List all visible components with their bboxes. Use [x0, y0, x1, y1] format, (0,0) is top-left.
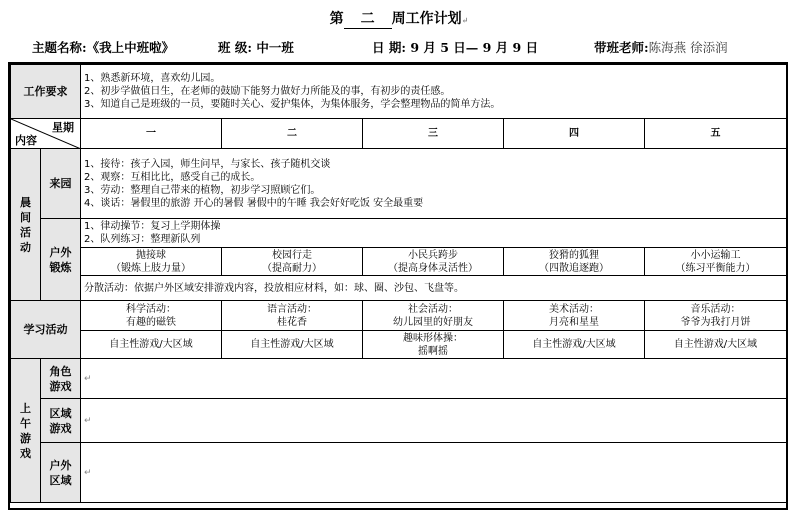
page-title: [0, 8, 798, 29]
outdoor-game-wednesday[interactable]: 小民兵跨步 （提高身体灵活性）: [363, 248, 504, 276]
outdoor-game-thursday[interactable]: 狡猾的狐狸 （四散追逐跑）: [504, 248, 645, 276]
learning-activity-label: 学习活动: [11, 301, 81, 359]
learning-game-monday[interactable]: 自主性游戏/大区域: [81, 331, 222, 359]
theme-value[interactable]: 《我上中班啦》: [86, 40, 175, 55]
paragraph-mark-icon: ↵: [84, 415, 92, 426]
learning-wednesday[interactable]: 社会活动： 幼儿园里的好朋友: [363, 301, 504, 331]
outdoor-exercise-label: 户外锻炼: [41, 219, 81, 301]
class-value[interactable]: 中一班: [256, 40, 294, 55]
arrival-label: 来园: [41, 149, 81, 219]
title-suffix: 周工作计划: [391, 11, 462, 27]
scatter-activity-content[interactable]: 分散活动：依据户外区域安排游戏内容，投放相应材料，如：球、圈、沙包、飞盘等。: [81, 276, 787, 301]
learning-game-friday[interactable]: 自主性游戏/大区域: [645, 331, 787, 359]
learning-friday[interactable]: 音乐活动： 爷爷为我打月饼: [645, 301, 787, 331]
role-play-row: [11, 359, 787, 399]
paragraph-mark-icon: ↵: [461, 15, 469, 25]
theme-label: 主题名称:: [32, 40, 87, 55]
learning-activity-row: [11, 301, 787, 331]
title-week-number[interactable]: 二: [344, 8, 392, 29]
arrival-item: 2、观察：互相比比，感受自己的成长。: [84, 171, 261, 183]
date-value[interactable]: 9 月 5 日— 9 月 9 日: [410, 40, 539, 55]
area-game-content[interactable]: [81, 399, 787, 443]
learning-monday[interactable]: 科学活动： 有趣的磁铁: [81, 301, 222, 331]
teacher-field: [594, 38, 728, 56]
weekday-header-row: [11, 119, 787, 149]
weekly-plan-table: [10, 64, 787, 503]
scatter-activity-row: [11, 276, 787, 301]
morning-activity-label: 晨间活动: [11, 149, 41, 301]
work-requirements-content[interactable]: [81, 65, 787, 119]
paragraph-mark-icon: ↵: [84, 467, 92, 478]
requirement-item: 3、知道自己是班级的一员，要随时关心、爱护集体，为集体服务，学会整理物品的简单方法。: [84, 99, 501, 110]
class-field: [218, 38, 294, 56]
day-thursday: 四: [504, 119, 645, 149]
requirement-item: 2、初步学做值日生，在老师的鼓励下能努力做好力所能及的事，有初步的责任感。: [84, 86, 451, 97]
outdoor-game-monday[interactable]: 抛接球 （锻炼上肢力量）: [81, 248, 222, 276]
day-monday: 一: [81, 119, 222, 149]
weekday-label: 星期: [52, 121, 74, 134]
theme-field: [32, 38, 174, 56]
paragraph-mark-icon: ↵: [84, 373, 92, 384]
day-friday: 五: [645, 119, 787, 149]
outdoor-area-content[interactable]: [81, 443, 787, 503]
learning-game-thursday[interactable]: 自主性游戏/大区域: [504, 331, 645, 359]
weekday-content-corner: [11, 119, 81, 149]
arrival-row: [11, 149, 787, 219]
learning-game-wednesday[interactable]: 趣味形体操： 摇啊摇: [363, 331, 504, 359]
arrival-item: 3、劳动：整理自己带来的植物，初步学习照顾它们。: [84, 184, 321, 196]
teacher-value[interactable]: 陈海燕 徐添润: [648, 40, 728, 55]
learning-game-tuesday[interactable]: 自主性游戏/大区域: [222, 331, 363, 359]
work-requirements-row: [11, 65, 787, 119]
outdoor-game-friday[interactable]: 小小运输工 （练习平衡能力）: [645, 248, 787, 276]
class-label: 班 级:: [218, 40, 252, 55]
area-game-row: [11, 399, 787, 443]
teacher-label: 带班老师:: [594, 40, 649, 55]
day-tuesday: 二: [222, 119, 363, 149]
morning-games-label: 上午游戏: [11, 359, 41, 503]
role-play-label: 角色游戏: [41, 359, 81, 399]
outdoor-area-label: 户外区域: [41, 443, 81, 503]
work-requirements-label: 工作要求: [11, 65, 81, 119]
date-field: [372, 38, 538, 56]
outdoor-routine-content[interactable]: [81, 219, 787, 248]
title-prefix: 第: [329, 11, 344, 27]
learning-thursday[interactable]: 美术活动： 月亮和星星: [504, 301, 645, 331]
outdoor-area-row: [11, 443, 787, 503]
arrival-item: 1、接待：孩子入园，师生问早，与家长、孩子随机交谈: [84, 158, 331, 170]
requirement-item: 1、熟悉新环境，喜欢幼儿园。: [84, 73, 221, 84]
outdoor-item: 1、律动操节：复习上学期体操: [84, 221, 221, 232]
arrival-item: 4、谈话：暑假里的旅游 开心的暑假 暑假中的午睡 我会好好吃饭 安全最重要: [84, 197, 424, 209]
learning-tuesday[interactable]: 语言活动： 桂花香: [222, 301, 363, 331]
content-label: 内容: [15, 134, 37, 147]
outdoor-games-row: [11, 248, 787, 276]
role-play-content[interactable]: [81, 359, 787, 399]
outdoor-routine-row: [11, 219, 787, 248]
plan-table-frame: [8, 62, 788, 510]
arrival-content[interactable]: [81, 149, 787, 219]
learning-games-row: [11, 331, 787, 359]
area-game-label: 区域游戏: [41, 399, 81, 443]
day-wednesday: 三: [363, 119, 504, 149]
outdoor-game-tuesday[interactable]: 校园行走 （提高耐力）: [222, 248, 363, 276]
outdoor-item: 2、队列练习：整理新队列: [84, 234, 201, 245]
date-label: 日 期:: [372, 40, 406, 55]
